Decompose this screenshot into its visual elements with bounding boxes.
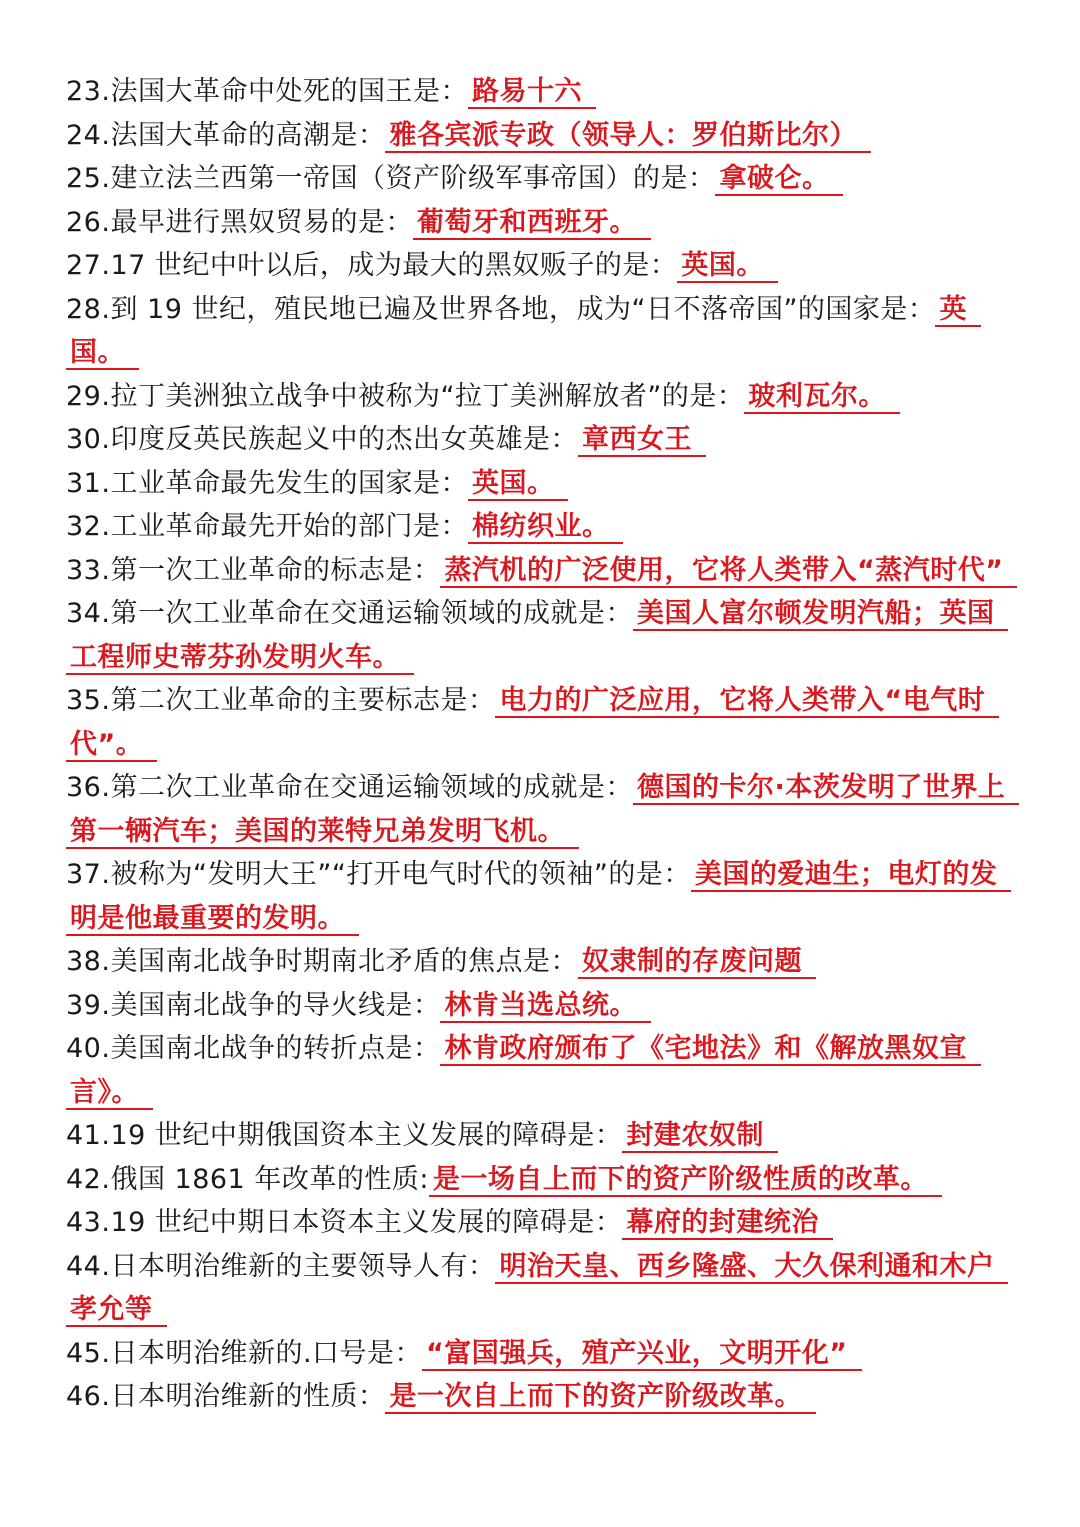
qa-item <box>66 940 1018 984</box>
answer-text: 英国。 <box>66 294 981 371</box>
question-text: 28.到 19 世纪，殖民地已遍及世界各地，成为“日不落帝国”的国家是： <box>66 293 936 325</box>
answer-text: 玻利瓦尔。 <box>744 381 900 414</box>
qa-item <box>66 244 1018 288</box>
qa-item <box>66 1375 1018 1419</box>
answer-text: 美国人富尔顿发明汽船；英国工程师史蒂芬孙发明火车。 <box>66 598 1008 675</box>
qa-item <box>66 157 1018 201</box>
qa-item <box>66 201 1018 245</box>
answer-text: “富国强兵，殖产兴业，文明开化” <box>422 1338 862 1371</box>
answer-text: 棉纺织业。 <box>468 511 624 544</box>
answer-text: 葡萄牙和西班牙。 <box>413 207 651 240</box>
qa-item <box>66 418 1018 462</box>
question-text: 41.19 世纪中期俄国资本主义发展的障碍是： <box>66 1120 623 1151</box>
answer-text: 德国的卡尔·本茨发明了世界上第一辆汽车；美国的莱特兄弟发明飞机。 <box>66 772 1019 849</box>
question-text: 45.日本明治维新的.口号是： <box>66 1337 423 1369</box>
question-text: 36.第二次工业革命在交通运输领域的成就是： <box>66 772 633 803</box>
answer-text: 英国。 <box>677 250 778 283</box>
answer-text: 电力的广泛应用，它将人类带入“电气时代”。 <box>66 685 999 762</box>
qa-item <box>66 549 1018 593</box>
answer-text: 路易十六 <box>468 76 596 109</box>
qa-item <box>66 288 1018 375</box>
question-text: 44.日本明治维新的主要领导人有： <box>66 1250 496 1282</box>
qa-item <box>66 592 1018 679</box>
answer-text: 章西女王 <box>578 424 706 457</box>
question-text: 46.日本明治维新的性质： <box>66 1381 386 1412</box>
answer-text: 是一次自上而下的资产阶级改革。 <box>385 1381 816 1414</box>
qa-item <box>66 1201 1018 1245</box>
question-text: 39.美国南北战争的导火线是： <box>66 989 441 1021</box>
question-text: 27.17 世纪中叶以后，成为最大的黑奴贩子的是： <box>66 250 678 281</box>
answer-text: 幕府的封建统治 <box>622 1207 833 1240</box>
answer-text: 英国。 <box>468 468 569 501</box>
qa-item <box>66 766 1018 853</box>
question-text: 42.俄国 1861 年改革的性质: <box>66 1163 429 1195</box>
qa-item <box>66 679 1018 766</box>
question-text: 23.法国大革命中处死的国王是： <box>66 76 468 107</box>
question-text: 40.美国南北战争的转折点是： <box>66 1033 441 1064</box>
question-text: 38.美国南北战争时期南北矛盾的焦点是： <box>66 946 578 977</box>
question-text: 34.第一次工业革命在交通运输领域的成就是： <box>66 598 633 629</box>
question-text: 35.第二次工业革命的主要标志是： <box>66 685 496 716</box>
question-text: 24.法国大革命的高潮是： <box>66 119 386 151</box>
question-text: 30.印度反英民族起义中的杰出女英雄是： <box>66 424 578 455</box>
answer-text: 是一场自上而下的资产阶级性质的改革。 <box>429 1164 942 1197</box>
answer-text: 美国的爱迪生；电灯的发明是他最重要的发明。 <box>66 859 1011 936</box>
qa-item <box>66 853 1018 940</box>
qa-item <box>66 1245 1018 1332</box>
qa-item <box>66 462 1018 506</box>
qa-item <box>66 1027 1018 1114</box>
qa-item <box>66 1114 1018 1158</box>
question-text: 26.最早进行黑奴贸易的是： <box>66 206 413 238</box>
question-text: 32.工业革命最先开始的部门是： <box>66 511 468 542</box>
question-text: 25.建立法兰西第一帝国（资产阶级军事帝国）的是： <box>66 163 716 194</box>
answer-text: 封建农奴制 <box>622 1120 778 1153</box>
answer-text: 雅各宾派专政（领导人：罗伯斯比尔） <box>385 120 871 153</box>
question-text: 37.被称为“发明大王”“打开电气时代的领袖”的是： <box>66 859 691 890</box>
qa-item <box>66 505 1018 549</box>
qa-item <box>66 1332 1018 1376</box>
answer-text: 拿破仑。 <box>715 163 843 196</box>
qa-item <box>66 984 1018 1028</box>
qa-item <box>66 375 1018 419</box>
qa-item <box>66 1158 1018 1202</box>
qa-list <box>66 70 1018 1419</box>
answer-text: 林肯政府颁布了《宅地法》和《解放黑奴宣言》。 <box>66 1033 981 1110</box>
question-text: 31.工业革命最先发生的国家是： <box>66 467 468 499</box>
qa-item <box>66 114 1018 158</box>
answer-text: 奴隶制的存废问题 <box>578 946 816 979</box>
answer-text: 蒸汽机的广泛使用，它将人类带入“蒸汽时代” <box>440 555 1017 588</box>
question-text: 29.拉丁美洲独立战争中被称为“拉丁美洲解放者”的是： <box>66 380 745 412</box>
question-text: 33.第一次工业革命的标志是： <box>66 554 441 586</box>
answer-text: 明治天皇、西乡隆盛、大久保利通和木户孝允等 <box>66 1251 1008 1328</box>
qa-item <box>66 70 1018 114</box>
question-text: 43.19 世纪中期日本资本主义发展的障碍是： <box>66 1207 623 1238</box>
answer-text: 林肯当选总统。 <box>440 990 651 1023</box>
